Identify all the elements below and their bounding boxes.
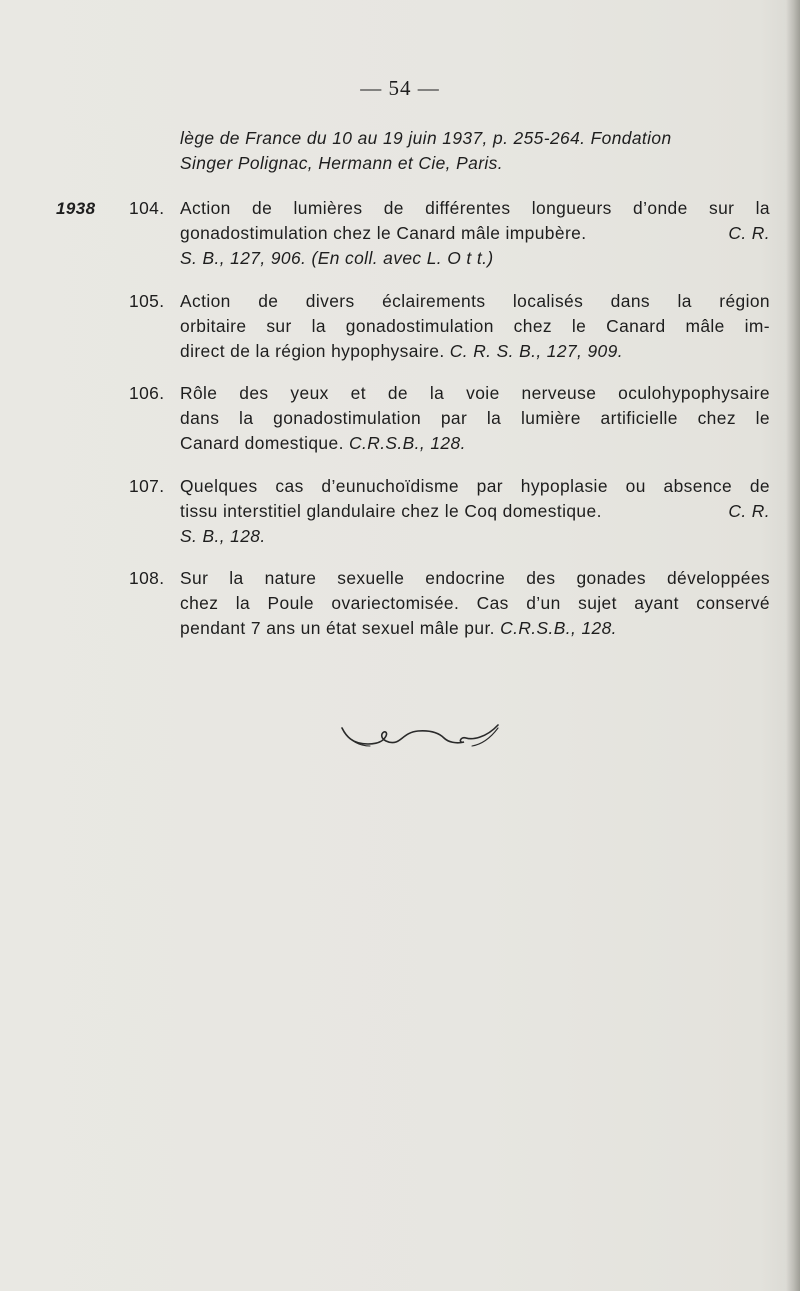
entry-line: Sur la nature sexuelle endocrine des gonades développées: [180, 568, 770, 588]
entry-line-composite: [180, 339, 770, 364]
entry-line-composite: [180, 616, 770, 641]
entry-line: orbitaire sur la gonadostimulation chez le Canard mâle im-: [180, 316, 770, 336]
entry-ref: C. R. S. B., 127, 909.: [449, 341, 623, 361]
page-number: — 54 —: [360, 76, 440, 100]
entry-ref: C.R.S.B., 128.: [500, 618, 617, 638]
bibliography-entry-106: [129, 381, 770, 456]
entry-line: Quelques cas d’eunuchoïdisme par hypoplasie ou absence de: [180, 476, 770, 496]
ornament-icon: [340, 722, 502, 752]
bibliography-entry-108: [129, 566, 770, 641]
entry-number: 104.: [129, 198, 165, 218]
entry-line-composite: [180, 499, 770, 524]
page-edge-shadow: [786, 0, 800, 1291]
entry-ref-fragment: C. R.: [728, 223, 770, 243]
entry-line: Action de divers éclairements localisés dans la région: [180, 291, 770, 311]
bibliography-entry-105: [129, 289, 770, 364]
intro-reference: [180, 126, 770, 176]
entry-line-composite: [180, 221, 770, 246]
year-label: 1938: [56, 199, 96, 218]
entry-ref: C.R.S.B., 128.: [349, 433, 466, 453]
entry-line: tissu interstitiel glandulaire chez le Coq domestique.: [180, 501, 602, 521]
entry-number: 105.: [129, 291, 165, 311]
entry-line: S. B., 128.: [180, 526, 266, 546]
entry-line: pendant 7 ans un état sexuel mâle pur.: [180, 618, 495, 638]
entry-line: dans la gonadostimulation par la lumière artificielle chez le: [180, 408, 770, 428]
entry-number: 108.: [129, 568, 165, 588]
entry-line: chez la Poule ovariectomisée. Cas d’un sujet ayant conservé: [180, 593, 770, 613]
entry-line: S. B., 127, 906. (En coll. avec L. O t t.): [180, 248, 494, 268]
entry-line: Canard domestique.: [180, 433, 344, 453]
entry-ref-fragment: C. R.: [728, 501, 770, 521]
entry-line: direct de la région hypophysaire.: [180, 341, 445, 361]
bibliography-entry-107: [129, 474, 770, 549]
intro-line: lège de France du 10 au 19 juin 1937, p. 255-264. Fondation: [180, 128, 672, 148]
entry-line: Action de lumières de différentes longueurs d’onde sur la: [180, 198, 770, 218]
intro-line: Singer Polignac, Hermann et Cie, Paris.: [180, 153, 503, 173]
entry-line: Rôle des yeux et de la voie nerveuse oculohypophysaire: [180, 383, 770, 403]
entry-line: gonadostimulation chez le Canard mâle impubère.: [180, 223, 587, 243]
bibliography-entry-104: [56, 196, 770, 271]
entry-line-composite: [180, 431, 770, 456]
entry-number: 107.: [129, 476, 165, 496]
entry-number: 106.: [129, 383, 165, 403]
